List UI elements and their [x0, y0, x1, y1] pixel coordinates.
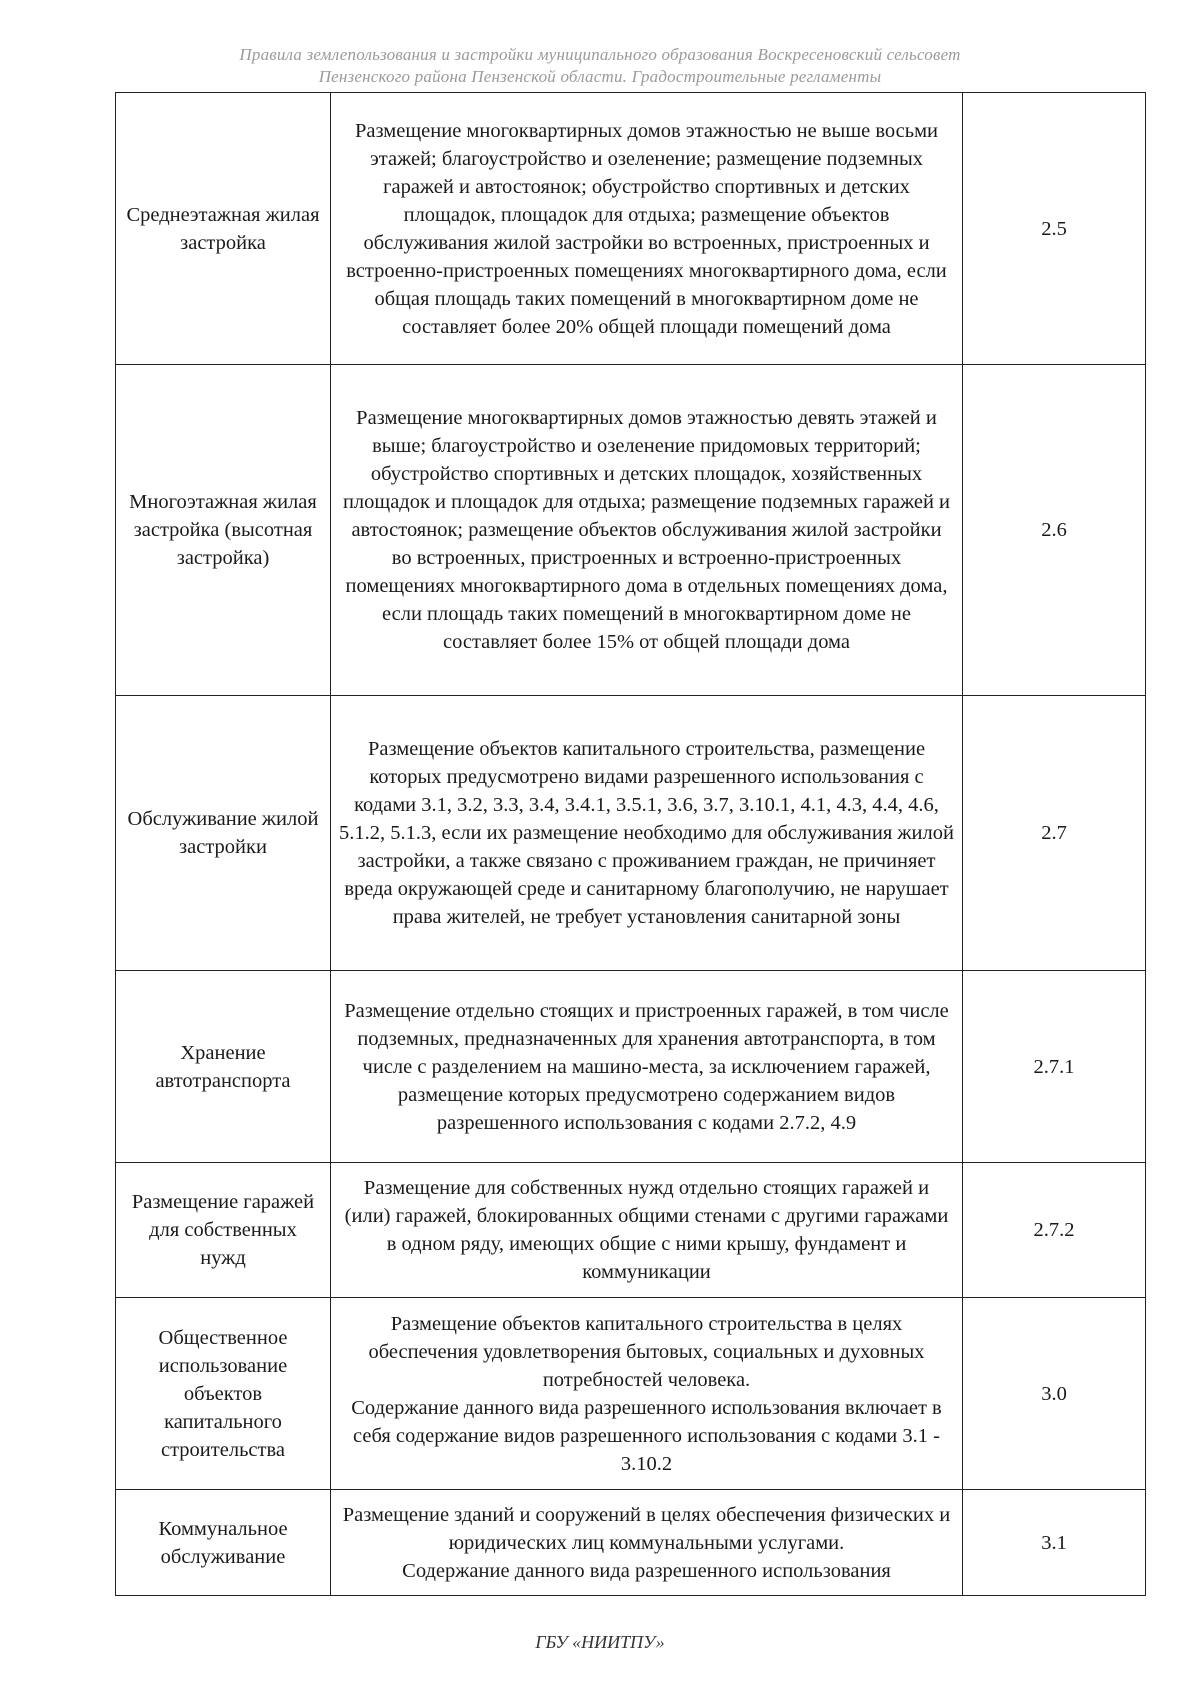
regulations-table	[115, 92, 1146, 1596]
description-paragraph: Размещение многоквартирных домов этажностью девять этажей и выше; благоустройство и озеленение придомовых территорий; обустройство спортивных и детских площадок, хозяйственных площадок и площадок для отдыха; размещение подземных гаражей и автостоянок; размещение объектов обслуживания жилой застройки во встроенных, пристроенных и встроенно-пристроенных помещениях многоквартирного дома в отдельных помещениях дома, если площадь таких помещений в многоквартирном доме не составляет более 15% от общей площади дома	[342, 407, 951, 653]
land-use-description	[331, 696, 963, 971]
land-use-code: 2.7.2	[963, 1163, 1146, 1298]
land-use-name: Многоэтажная жилая застройка (высотная застройка)	[116, 365, 331, 696]
land-use-description	[331, 1163, 963, 1298]
land-use-code: 2.7.1	[963, 971, 1146, 1163]
table-row	[116, 365, 1146, 696]
description-paragraph: Размещение отдельно стоящих и пристроенных гаражей, в том числе подземных, предназначенных для хранения автотранспорта, в том числе с разделением на машино-места, за исключением гаражей, размещение которых предусмотрено содержанием видов разрешенного использования с кодами 2.7.2, 4.9	[344, 999, 949, 1134]
description-paragraph: Размещение объектов капитального строительства, размещение которых предусмотрено видами разрешенного использования с кодами 3.1, 3.2, 3.3, 3.4, 3.4.1, 3.5.1, 3.6, 3.7, 3.10.1, 4.1, 4.3, 4.4, 4.6, 5.1.2, 5.1.3, если их размещение необходимо для обслуживания жилой застройки, а также связано с проживанием граждан, не причиняет вреда окружающей среде и санитарному благополучию, не нарушает права жителей, не требует установления санитарной зоны	[339, 738, 954, 928]
description-paragraph: Содержание данного вида разрешенного использования включает в себя содержание видов разрешенного использования с кодами 3.1 - 3.10.2	[351, 1396, 942, 1475]
table-row	[116, 93, 1146, 365]
land-use-name: Среднеэтажная жилая застройка	[116, 93, 331, 365]
land-use-code: 2.5	[963, 93, 1146, 365]
table-body	[116, 93, 1146, 1596]
description-paragraph: Размещение многоквартирных домов этажностью не выше восьми этажей; благоустройство и озеленение; размещение подземных гаражей и автостоянок; обустройство спортивных и детских площадок, площадок для отдыха; размещение объектов обслуживания жилой застройки во встроенных, пристроенных и встроенно-пристроенных помещениях многоквартирного дома, если общая площадь таких помещений в многоквартирном доме не составляет более 20% общей площади помещений дома	[346, 119, 947, 338]
description-paragraph: Размещение зданий и сооружений в целях обеспечения физических и юридических лиц коммунальными услугами.	[342, 1503, 951, 1554]
land-use-code: 2.6	[963, 365, 1146, 696]
land-use-code: 3.0	[963, 1298, 1146, 1490]
description-paragraph: Содержание данного вида разрешенного использования	[402, 1559, 891, 1582]
header-line-1: Правила землепользования и застройки муниципального образования Воскресеновский сельсовет	[239, 45, 961, 64]
table-row	[116, 971, 1146, 1163]
table-row	[116, 696, 1146, 971]
land-use-name: Общественное использование объектов капитального строительства	[116, 1298, 331, 1490]
page-header	[0, 44, 1200, 88]
land-use-description	[331, 971, 963, 1163]
page-footer: ГБУ «НИИТПУ»	[535, 1632, 665, 1652]
land-use-name: Размещение гаражей для собственных нужд	[116, 1163, 331, 1298]
land-use-description	[331, 1298, 963, 1490]
land-use-name: Хранение автотранспорта	[116, 971, 331, 1163]
land-use-name: Коммунальное обслуживание	[116, 1490, 331, 1596]
land-use-description	[331, 1490, 963, 1596]
table-row	[116, 1298, 1146, 1490]
land-use-name: Обслуживание жилой застройки	[116, 696, 331, 971]
land-use-description	[331, 365, 963, 696]
description-paragraph: Размещение для собственных нужд отдельно стоящих гаражей и (или) гаражей, блокированных общими стенами с другими гаражами в одном ряду, имеющих общие с ними крышу, фундамент и коммуникации	[344, 1177, 949, 1283]
land-use-description	[331, 93, 963, 365]
header-line-2: Пензенского района Пензенской области. Градостроительные регламенты	[318, 67, 882, 86]
description-paragraph: Размещение объектов капитального строительства в целях обеспечения удовлетворения бытовых, социальных и духовных потребностей человека.	[368, 1312, 925, 1391]
land-use-code: 2.7	[963, 696, 1146, 971]
table-row	[116, 1490, 1146, 1596]
land-use-code: 3.1	[963, 1490, 1146, 1596]
table-row	[116, 1163, 1146, 1298]
